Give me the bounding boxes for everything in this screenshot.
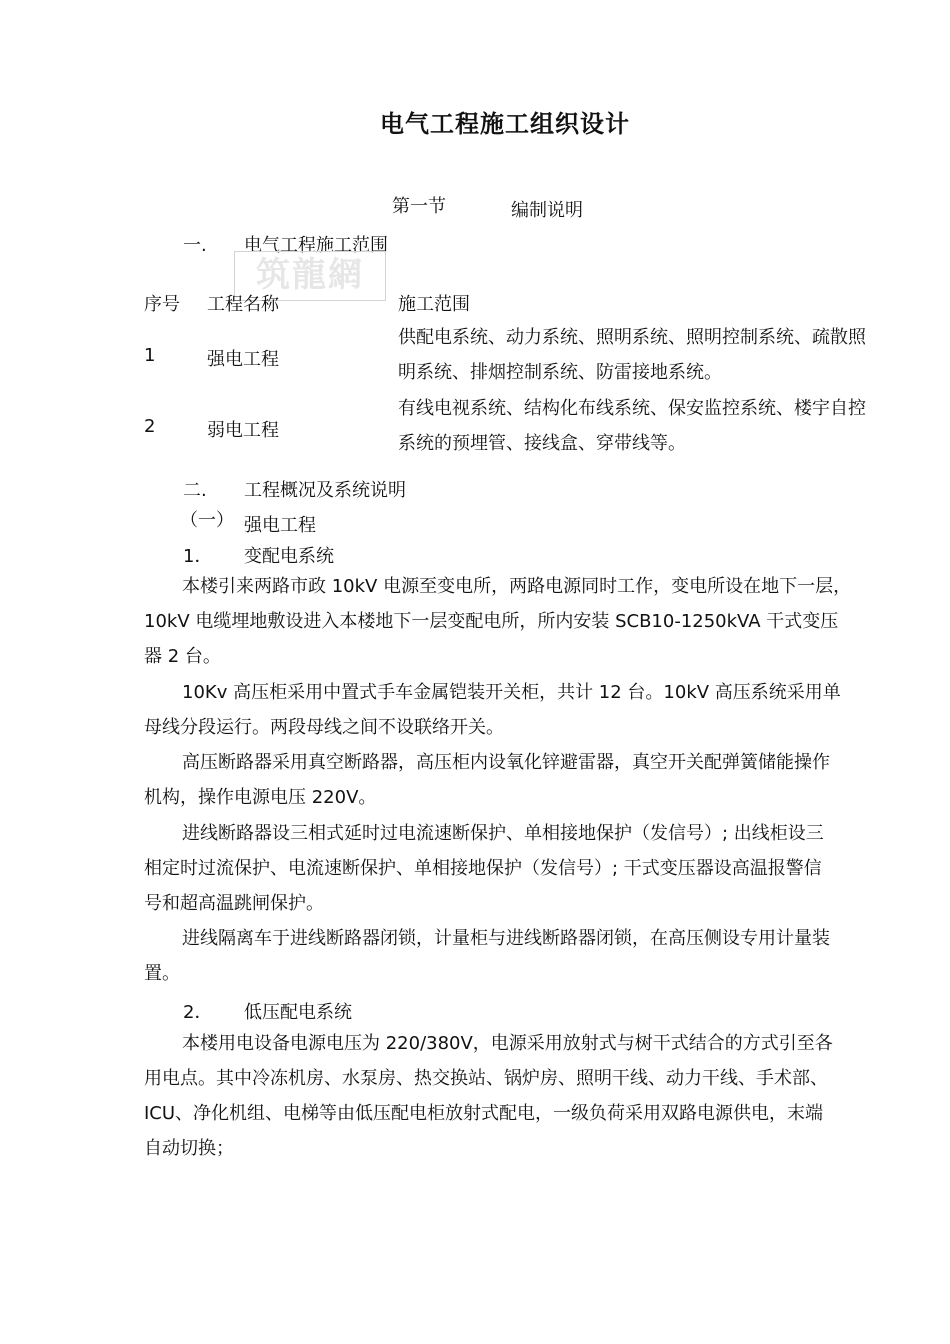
paragraph-line: ICU、净化机组、电梯等由低压配电柜放射式配电，一级负荷采用双路电源供电，末端: [144, 1103, 824, 1124]
part2-title: 工程概况及系统说明: [244, 480, 406, 501]
paragraph-line: 器 2 台。: [144, 646, 221, 667]
table-row-2-no: 2: [144, 416, 156, 437]
paragraph-line: 本楼用电设备电源电压为 220/380V，电源采用放射式与树干式结合的方式引至各: [182, 1033, 833, 1054]
paragraph-interlock: [144, 921, 879, 991]
table-row-2-scope-line: 系统的预埋管、接线盒、穿带线等。: [398, 433, 686, 454]
paragraph-line: 相定时过流保护、电流速断保护、单相接地保护（发信号）; 干式变压器设高温报警信: [144, 858, 822, 879]
item2-number: 2．: [183, 1002, 213, 1023]
paragraph-line: 高压断路器采用真空断路器，高压柜内设氧化锌避雷器，真空开关配弹簧储能操作: [182, 752, 830, 773]
table-row-1-scope-line: 明系统、排烟控制系统、防雷接地系统。: [398, 362, 722, 383]
table-row-2-scope-line: 有线电视系统、结构化布线系统、保安监控系统、楼宇自控: [398, 398, 866, 419]
item1-number: 1．: [183, 546, 213, 567]
paragraph-line: 10Kv 高压柜采用中置式手车金属铠装开关柜，共计 12 台。10kV 高压系统采用单: [182, 682, 841, 703]
paragraph-line: 自动切换；: [144, 1138, 234, 1159]
table-row-1-no: 1: [144, 345, 156, 366]
table-row-1-scope-line: 供配电系统、动力系统、照明系统、照明控制系统、疏散照: [398, 327, 866, 348]
paragraph-line: 本楼引来两路市政 10kV 电源至变电所，两路电源同时工作，变电所设在地下一层，: [182, 576, 852, 597]
part1-number: 一.: [183, 235, 207, 256]
item2-title: 低压配电系统: [244, 1002, 352, 1023]
table-header-name: 工程名称: [207, 294, 279, 315]
item1-title: 变配电系统: [244, 546, 334, 567]
paragraph-line: 进线断路器设三相式延时过电流速断保护、单相接地保护（发信号）; 出线柜设三: [182, 823, 824, 844]
paragraph-line: 号和超高温跳闸保护。: [144, 893, 324, 914]
paragraph-line: 进线隔离车于进线断路器闭锁，计量柜与进线断路器闭锁，在高压侧设专用计量装: [182, 928, 830, 949]
table-row-1-name: 强电工程: [207, 349, 279, 370]
table-row-2-scope: [398, 391, 898, 461]
part1-title: 电气工程施工范围: [244, 235, 388, 256]
paragraph-lv-distribution: [144, 1026, 879, 1166]
paragraph-substation: [144, 569, 879, 674]
paragraph-line: 用电点。其中冷冻机房、水泵房、热交换站、锅炉房、照明干线、动力干线、手术部、: [144, 1068, 828, 1089]
watermark-logo: 筑龍網: [234, 251, 386, 301]
paragraph-line: 母线分段运行。两段母线之间不设联络开关。: [144, 717, 504, 738]
table-header-no: 序号: [144, 294, 180, 315]
sub1-title: 强电工程: [244, 515, 316, 536]
paragraph-line: 机构，操作电源电压 220V。: [144, 787, 377, 808]
part2-number: 二.: [183, 480, 207, 501]
paragraph-line: 置。: [144, 963, 180, 984]
paragraph-line: 10kV 电缆埋地敷设进入本楼地下一层变配电所，所内安装 SCB10-1250kVA 干式变压: [144, 611, 839, 632]
table-header-scope: 施工范围: [398, 294, 470, 315]
section-number: 第一节: [392, 196, 446, 217]
paragraph-protection: [144, 816, 879, 921]
sub1-number: （一）: [180, 510, 234, 531]
document-title: 电气工程施工组织设计: [380, 110, 630, 138]
table-row-2-name: 弱电工程: [207, 420, 279, 441]
paragraph-hv-cabinet: [144, 675, 879, 745]
paragraph-breaker: [144, 745, 879, 815]
section-name: 编制说明: [511, 200, 583, 221]
table-row-1-scope: [398, 320, 898, 390]
